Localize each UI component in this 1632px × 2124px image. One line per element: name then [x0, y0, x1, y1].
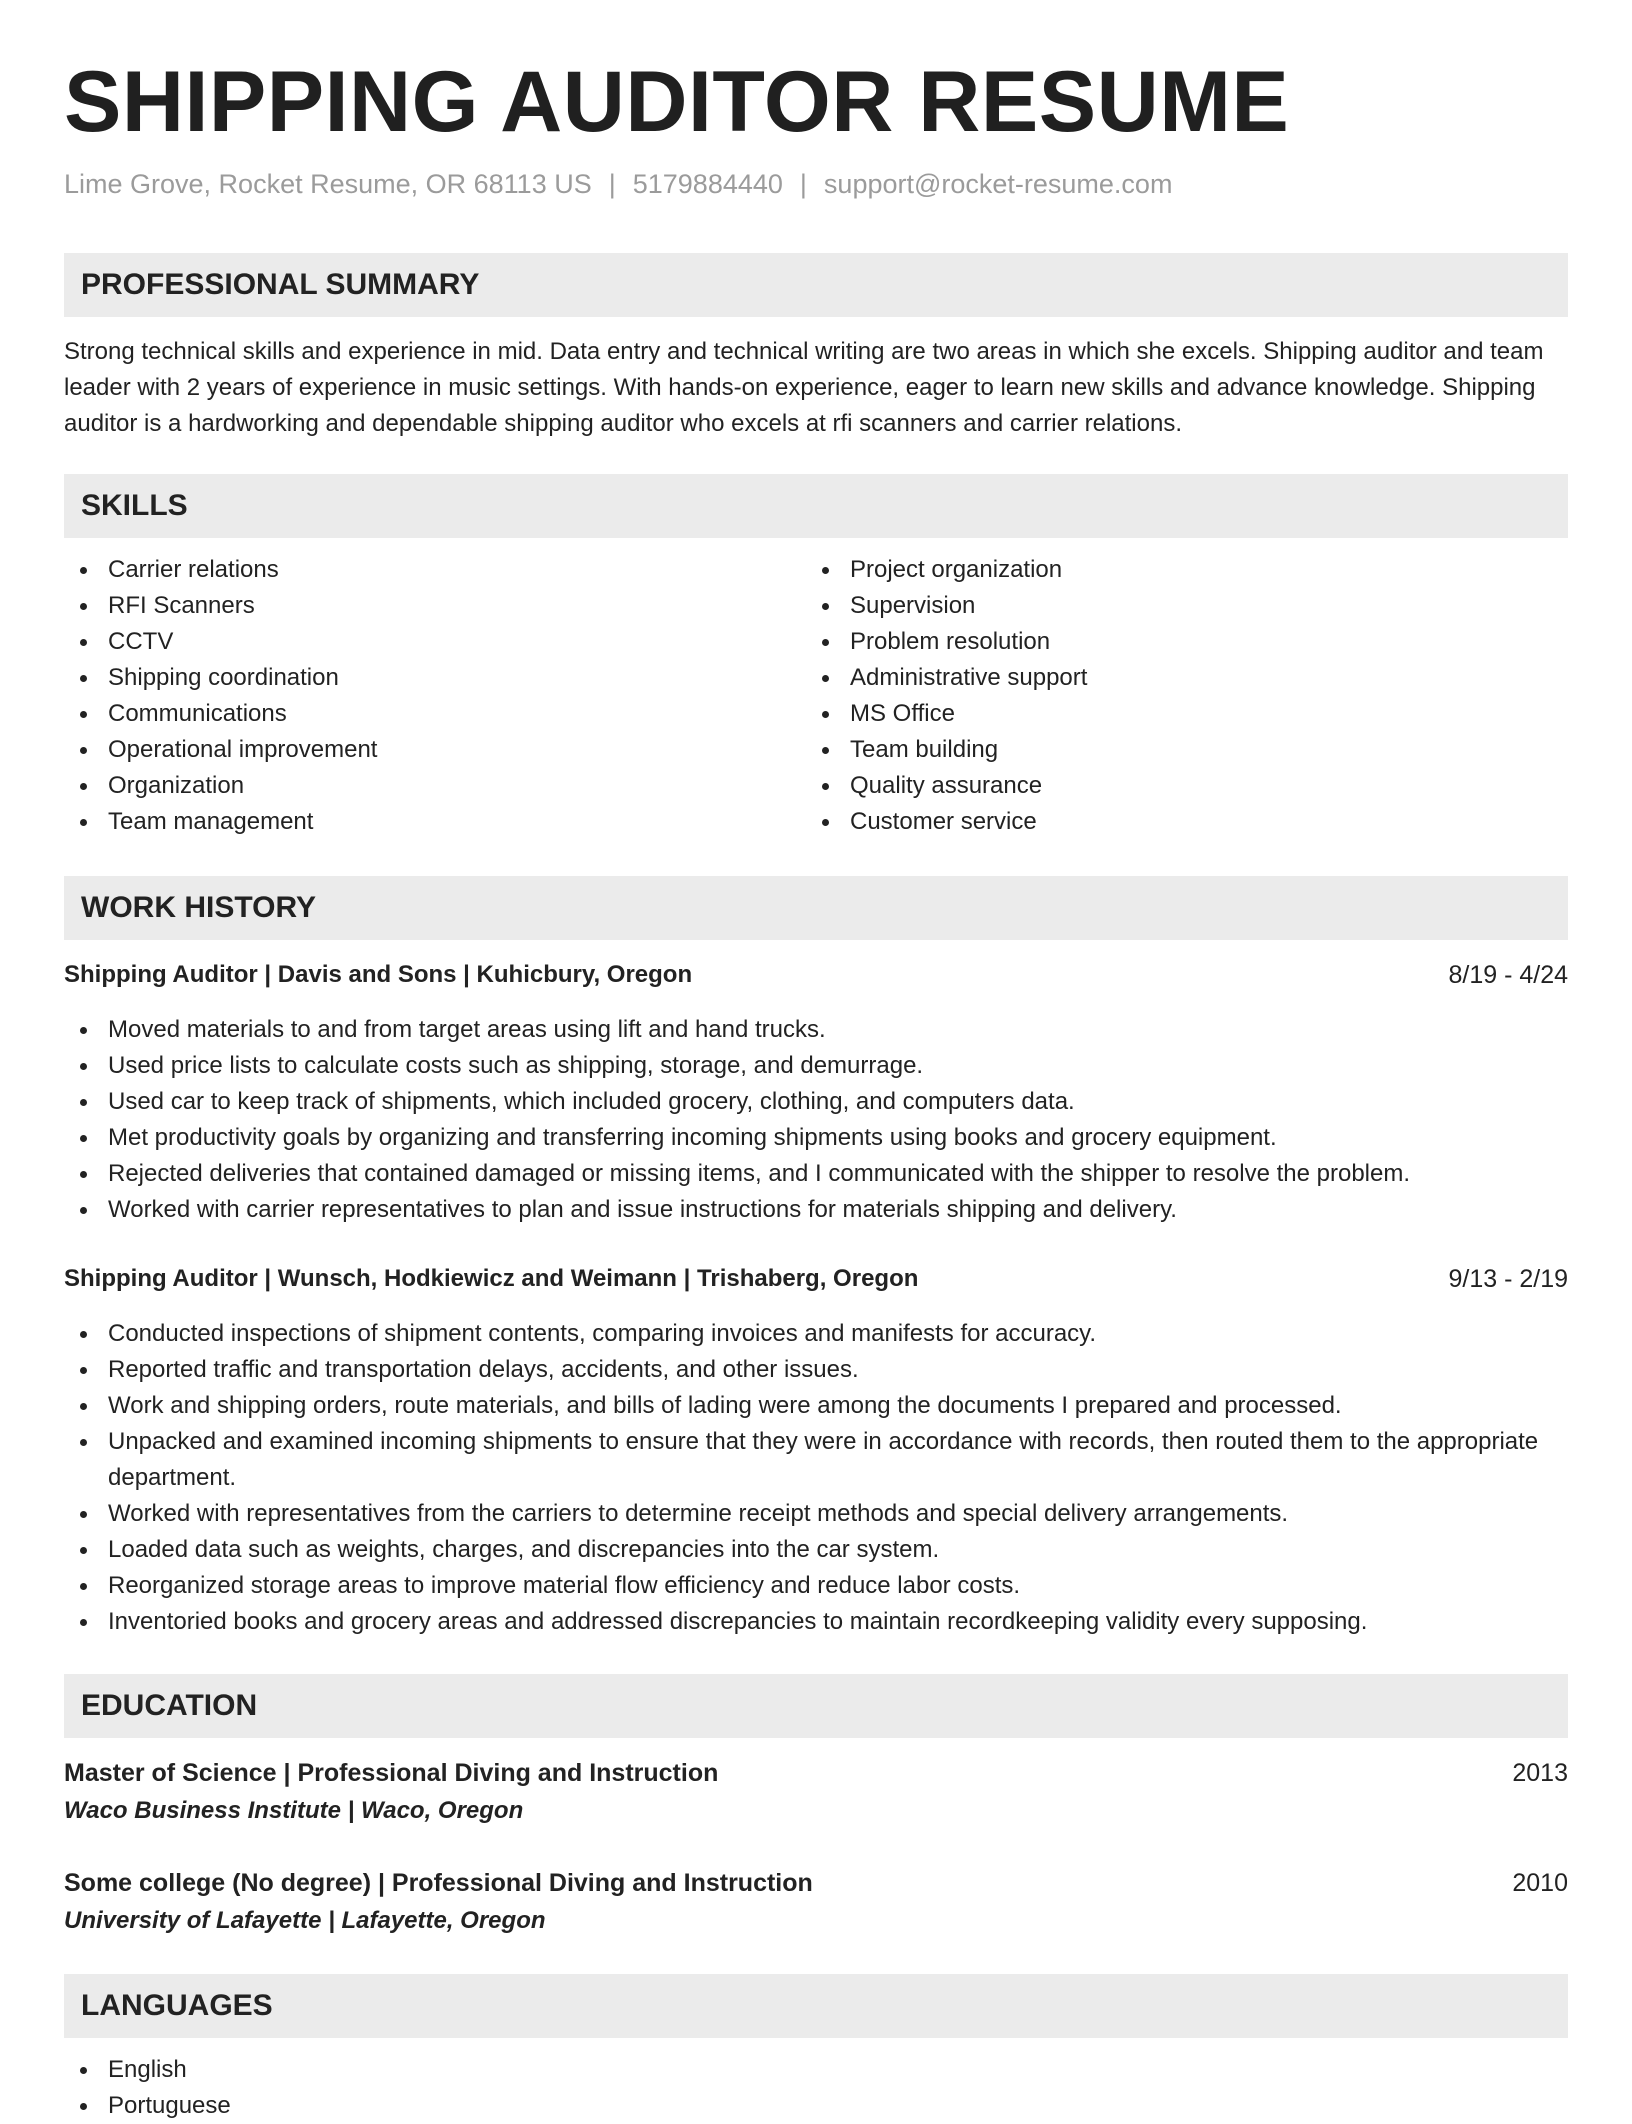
skill-item: Supervision — [806, 588, 1506, 624]
contact-address: Lime Grove, Rocket Resume, OR 68113 US — [64, 169, 592, 199]
job-bullet: Unpacked and examined incoming shipments to ensure that they were in accordance with records, then routed them to the appropriate department. — [64, 1424, 1568, 1496]
job-bullet: Reorganized storage areas to improve material flow efficiency and reduce labor costs. — [64, 1568, 1568, 1604]
job-bullet: Work and shipping orders, route materials, and bills of lading were among the documents I prepared and processed. — [64, 1388, 1568, 1424]
job-title: Shipping Auditor | Davis and Sons | Kuhicbury, Oregon — [64, 961, 693, 988]
summary-text: Strong technical skills and experience in mid. Data entry and technical writing are two areas in which she excels. Shipping auditor and team leader with 2 years of experience in music settings. With hands-on experience, eager to learn new skills and advance knowledge. Shipping auditor is a hardworking and dependable shipping auditor who excels at rfi scanners and carrier relations. — [64, 338, 1544, 437]
skills-list-left — [64, 552, 764, 840]
job-bullet: Worked with carrier representatives to plan and issue instructions for materials shipping and delivery. — [64, 1192, 1568, 1228]
contact-line — [64, 166, 1172, 202]
skills-list-right — [806, 552, 1506, 840]
section-header-skills: SKILLS — [64, 474, 1568, 538]
job-bullet: Used price lists to calculate costs such as shipping, storage, and demurrage. — [64, 1048, 1568, 1084]
education-school: Waco Business Institute | Waco, Oregon — [64, 1797, 524, 1824]
education-year: 2010 — [1512, 1869, 1568, 1897]
skill-item: Operational improvement — [64, 732, 764, 768]
language-item: Portuguese — [64, 2088, 764, 2124]
languages-list — [64, 2052, 764, 2124]
skill-item: Shipping coordination — [64, 660, 764, 696]
skill-item: Communications — [64, 696, 764, 732]
job-dates: 9/13 - 2/19 — [1448, 1265, 1568, 1293]
skill-item: Team building — [806, 732, 1506, 768]
contact-email: support@rocket-resume.com — [823, 169, 1173, 199]
language-item: English — [64, 2052, 764, 2088]
skill-item: MS Office — [806, 696, 1506, 732]
contact-separator: | — [608, 169, 616, 199]
section-header-languages: LANGUAGES — [64, 1974, 1568, 2038]
skill-item: CCTV — [64, 624, 764, 660]
job-dates: 8/19 - 4/24 — [1448, 961, 1568, 989]
job-bullet: Moved materials to and from target areas using lift and hand trucks. — [64, 1012, 1568, 1048]
job-bullet: Met productivity goals by organizing and transferring incoming shipments using books and grocery equipment. — [64, 1120, 1568, 1156]
job-title: Shipping Auditor | Wunsch, Hodkiewicz and Weimann | Trishaberg, Oregon — [64, 1265, 919, 1292]
job-bullet: Conducted inspections of shipment contents, comparing invoices and manifests for accuracy. — [64, 1316, 1568, 1352]
skill-item: Organization — [64, 768, 764, 804]
contact-phone: 5179884440 — [632, 169, 783, 199]
resume-title: SHIPPING AUDITOR RESUME — [64, 54, 1290, 150]
education-degree: Some college (No degree) | Professional Diving and Instruction — [64, 1869, 813, 1897]
skill-item: Team management — [64, 804, 764, 840]
job-bullet: Inventoried books and grocery areas and addressed discrepancies to maintain recordkeeping validity every supposing. — [64, 1604, 1568, 1640]
job-bullet: Used car to keep track of shipments, which included grocery, clothing, and computers data. — [64, 1084, 1568, 1120]
section-header-work-history: WORK HISTORY — [64, 876, 1568, 940]
contact-separator: | — [799, 169, 807, 199]
job-bullet: Loaded data such as weights, charges, and discrepancies into the car system. — [64, 1532, 1568, 1568]
section-header-summary: PROFESSIONAL SUMMARY — [64, 253, 1568, 317]
job-bullet: Worked with representatives from the carriers to determine receipt methods and special delivery arrangements. — [64, 1496, 1568, 1532]
job-bullet: Rejected deliveries that contained damaged or missing items, and I communicated with the shipper to resolve the problem. — [64, 1156, 1568, 1192]
skill-item: Quality assurance — [806, 768, 1506, 804]
job-bullets — [64, 1012, 1568, 1228]
skill-item: RFI Scanners — [64, 588, 764, 624]
education-school: University of Lafayette | Lafayette, Oregon — [64, 1907, 546, 1934]
skill-item: Customer service — [806, 804, 1506, 840]
section-header-education: EDUCATION — [64, 1674, 1568, 1738]
job-bullet: Reported traffic and transportation delays, accidents, and other issues. — [64, 1352, 1568, 1388]
education-year: 2013 — [1512, 1759, 1568, 1787]
education-degree: Master of Science | Professional Diving and Instruction — [64, 1759, 719, 1787]
skill-item: Carrier relations — [64, 552, 764, 588]
skill-item: Problem resolution — [806, 624, 1506, 660]
skill-item: Project organization — [806, 552, 1506, 588]
skill-item: Administrative support — [806, 660, 1506, 696]
job-bullets — [64, 1316, 1568, 1640]
